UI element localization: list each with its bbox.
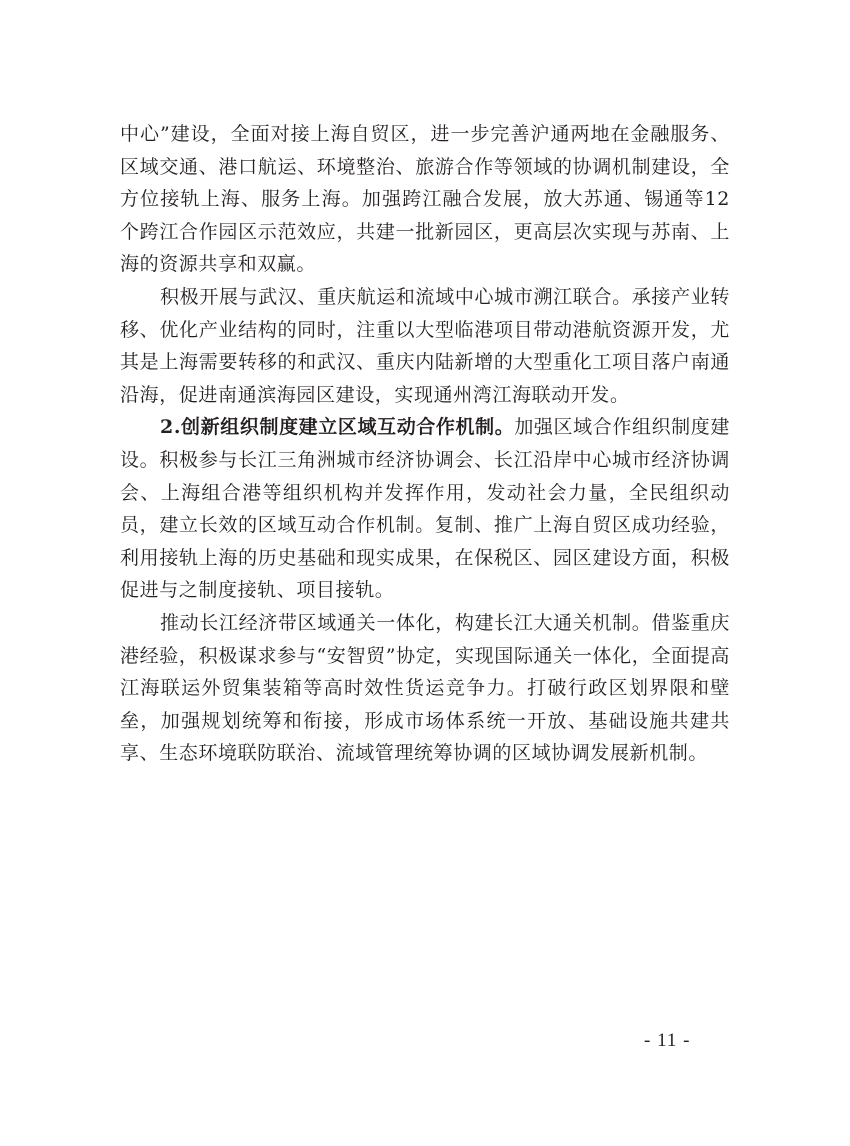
paragraph-yangtze-cooperation: 积极开展与武汉、重庆航运和流域中心城市溯江联合。承接产业转移、优化产业结构的同时，注重以大型临港项目带动港航资源开发，尤其是上海需要转移的和武汉、重庆内陆新增的大型重化工项目落户南通沿海，促进南通滨海园区建设，实现通州湾江海联动开发。: [120, 285, 730, 406]
section-heading-2: 2.创新组织制度建立区域互动合作机制。: [160, 416, 515, 439]
body-text: [120, 118, 730, 770]
paragraph-continuation: 中心”建设，全面对接上海自贸区，进一步完善沪通两地在金融服务、区域交通、港口航运、环境整治、旅游合作等领域的协调机制建设，全方位接轨上海、服务上海。加强跨江融合发展，放大苏通、锡通等12个跨江合作园区示范效应，共建一批新园区，更高层次实现与苏南、上海的资源共享和双赢。: [120, 123, 730, 276]
paragraph-organization-text: 加强区域合作组织制度建设。积极参与长江三角洲城市经济协调会、长江沿岸中心城市经济协调会、上海组合港等组织机构并发挥作用，发动社会力量，全民组织动员，建立长效的区域互动合作机制。复制、推广上海自贸区成功经验，利用接轨上海的历史基础和现实成果，在保税区、园区建设方面，积极促进与之制度接轨、项目接轨。: [120, 416, 730, 602]
page-number: - 11 -: [644, 1030, 691, 1051]
paragraph-customs-integration: 推动长江经济带区域通关一体化，构建长江大通关机制。借鉴重庆港经验，积极谋求参与“安智贸”协定，实现国际通关一体化，全面提高江海联运外贸集装箱等高时效性货运竞争力。打破行政区划界限和壁垒，加强规划统筹和衔接，形成市场体系统一开放、基础设施共建共享、生态环境联防联治、流域管理统筹协调的区域协调发展新机制。: [120, 611, 730, 765]
paragraph-organization-mechanism: [120, 411, 730, 607]
